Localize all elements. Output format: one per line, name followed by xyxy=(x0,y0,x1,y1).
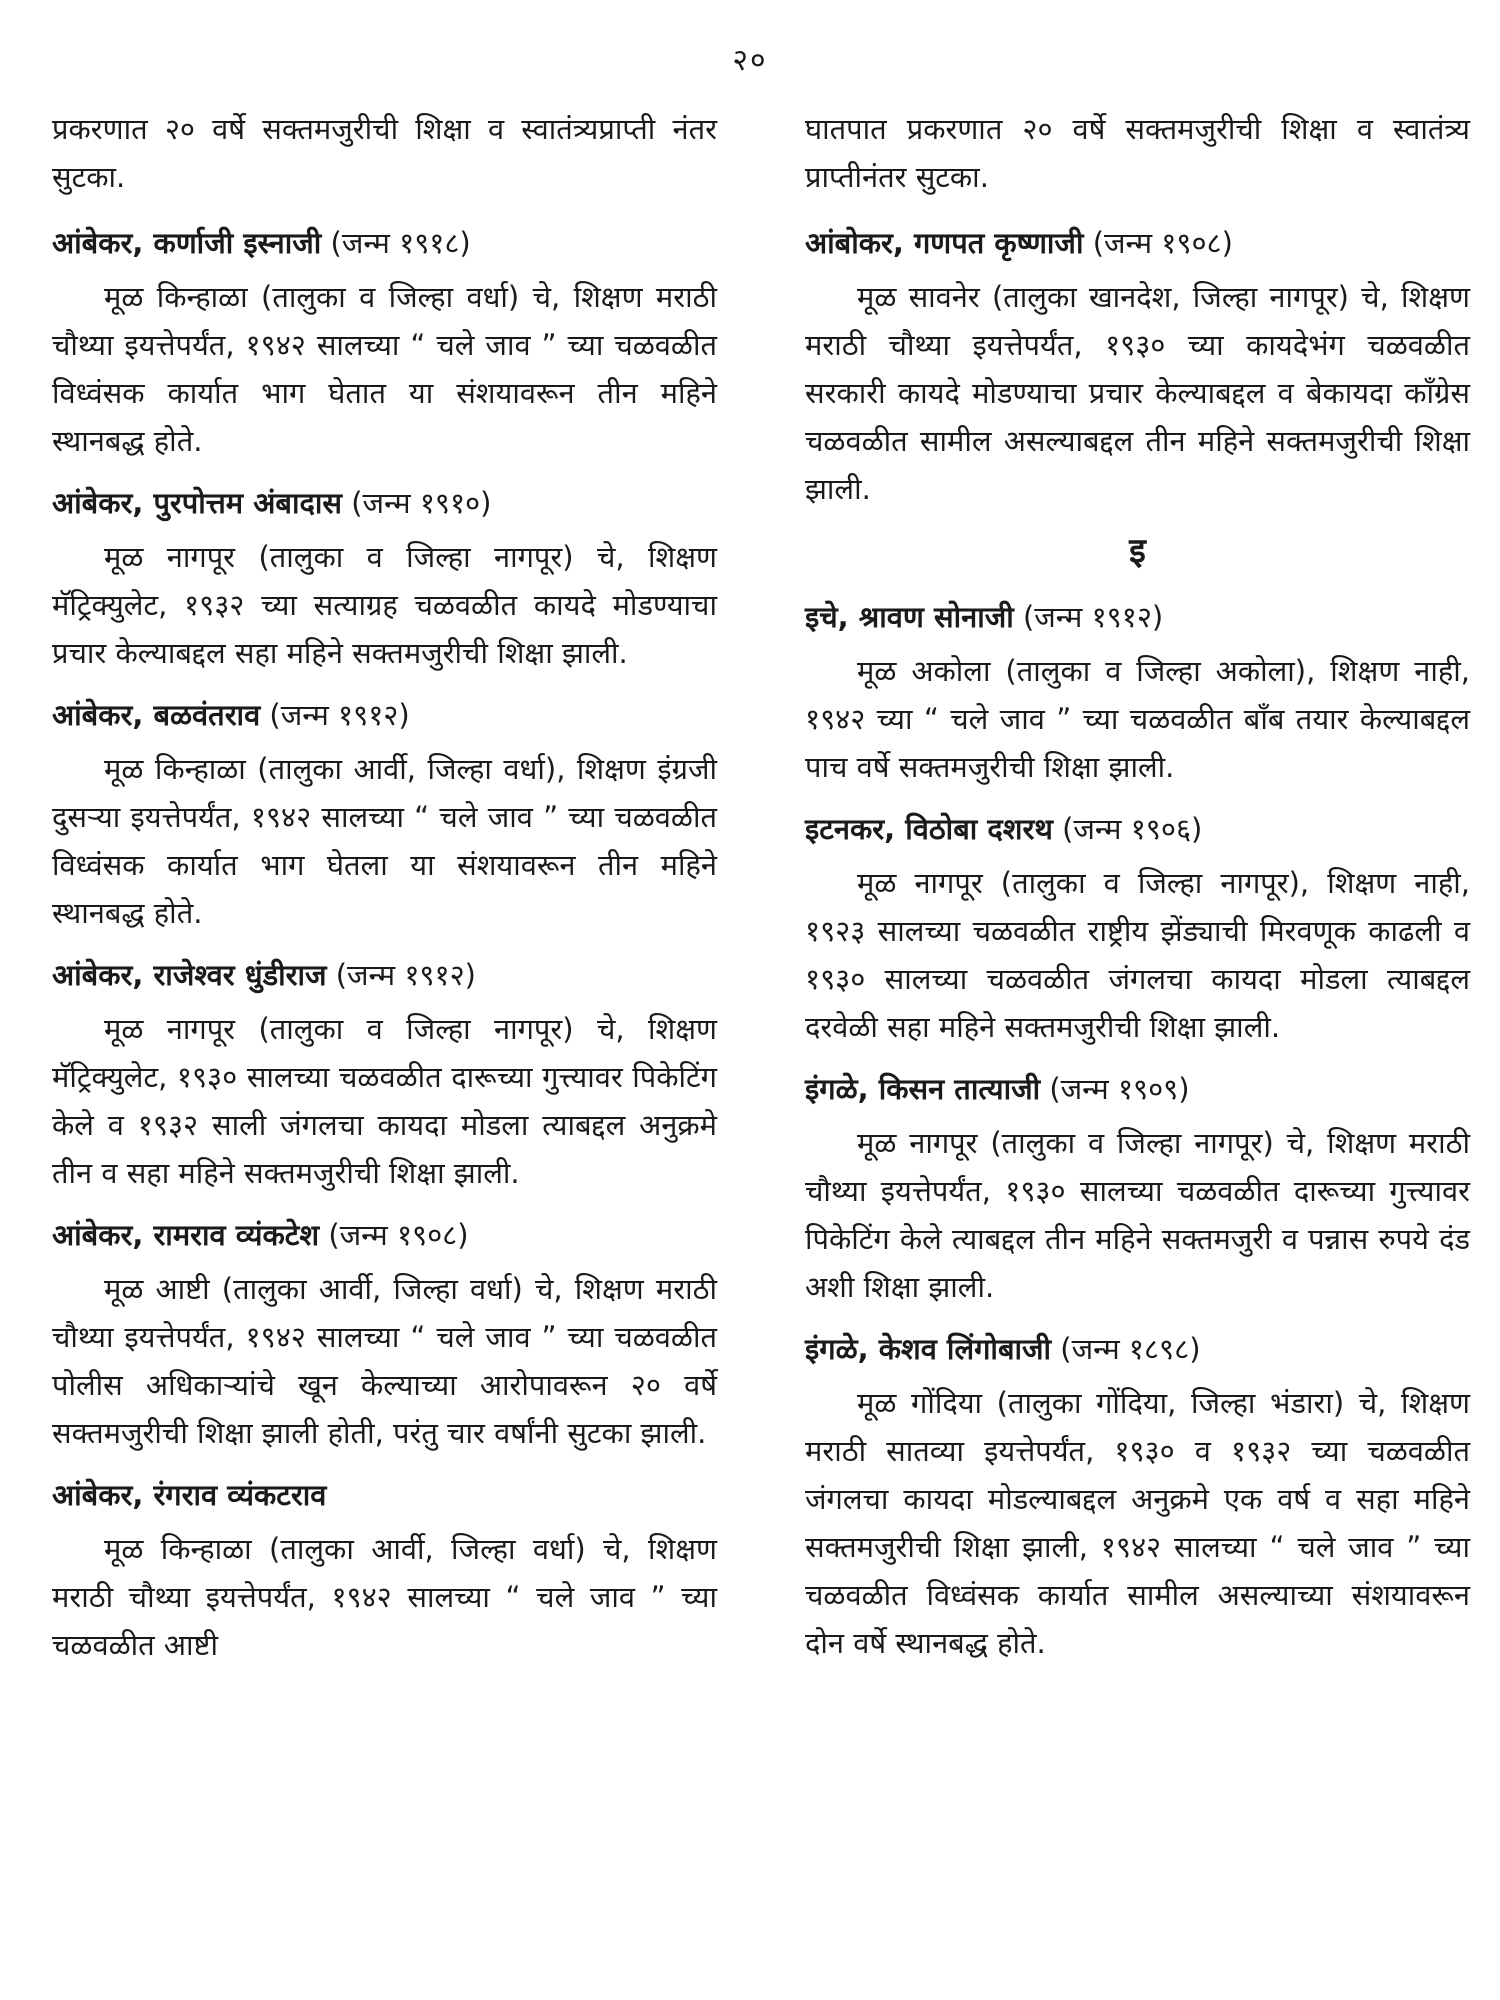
entry xyxy=(52,219,717,465)
entry-heading xyxy=(805,1325,1470,1373)
entry xyxy=(52,691,717,937)
entry-text: मूळ नागपूर (तालुका व जिल्हा नागपूर) चे, शिक्षण मराठी चौथ्या इयत्तेपर्यंत, १९३० सालच्या चळवळीत दारूच्या गुत्त्यावर पिकेटिंग केले त्याबद्दल तीन महिने सक्तमजुरी व पन्नास रुपये दंड अशी शिक्षा झाली. xyxy=(805,1126,1470,1304)
entry-name: इंगळे, केशव लिंगोबाजी xyxy=(805,1332,1052,1366)
entry-text: मूळ नागपूर (तालुका व जिल्हा नागपूर) चे, शिक्षण मॅट्रिक्युलेट, १९३० सालच्या चळवळीत दारूच्या गुत्त्यावर पिकेटिंग केले व १९३२ साली जंगलचा कायदा मोडला त्याबद्दल अनुक्रमे तीन व सहा महिने सक्तमजुरीची शिक्षा झाली. xyxy=(52,1012,717,1190)
entry-birth: (जन्म १९१२) xyxy=(335,958,476,992)
entry-heading xyxy=(52,1211,717,1259)
left-column xyxy=(52,105,717,1683)
continuation-text: प्रकरणात २० वर्षे सक्तमजुरीची शिक्षा व स्वातंत्र्यप्राप्ती नंतर सुटका. xyxy=(52,112,717,194)
entry-birth: (जन्म १९०६) xyxy=(1062,812,1203,846)
entry-text: मूळ सावनेर (तालुका खानदेश, जिल्हा नागपूर) चे, शिक्षण मराठी चौथ्या इयत्तेपर्यंत, १९३० च्या कायदेभंग चळवळीत सरकारी कायदे मोडण्याचा प्रचार केल्याबद्दल व बेकायदा कॉंग्रेस चळवळीत सामील असल्याबद्दल तीन महिने सक्तमजुरीची शिक्षा झाली. xyxy=(805,280,1470,506)
entry-heading xyxy=(52,1471,717,1519)
right-column xyxy=(805,105,1470,1681)
entry-birth: (जन्म १९१२) xyxy=(1022,600,1164,634)
entry-birth: (जन्म १९०९) xyxy=(1049,1072,1190,1106)
entry-text: मूळ नागपूर (तालुका व जिल्हा नागपूर), शिक्षण नाही, १९२३ सालच्या चळवळीत राष्ट्रीय झेंड्याची मिरवणूक काढली व १९३० सालच्या चळवळीत जंगलचा कायदा मोडला त्याबद्दल दरवेळी सहा महिने सक्तमजुरीची शिक्षा झाली. xyxy=(805,866,1470,1044)
entry-birth: (जन्म १९१०) xyxy=(351,486,492,520)
entry xyxy=(805,219,1470,513)
entry-text: मूळ आष्टी (तालुका आर्वी, जिल्हा वर्धा) चे, शिक्षण मराठी चौथ्या इयत्तेपर्यंत, १९४२ सालच्या “ चले जाव ” च्या चळवळीत पोलीस अधिकाऱ्यांचे खून केल्याच्या आरोपावरून २० वर्षे सक्तमजुरीची शिक्षा झाली होती, परंतु चार वर्षांनी सुटका झाली. xyxy=(52,1272,717,1450)
entry-heading xyxy=(805,1065,1470,1113)
entry-birth: (जन्म १९१२) xyxy=(269,698,410,732)
entry-name: आंबेकर, बळवंतराव xyxy=(52,698,261,732)
entry xyxy=(805,593,1470,791)
entry-text: मूळ किन्हाळा (तालुका आर्वी, जिल्हा वर्धा) चे, शिक्षण मराठी चौथ्या इयत्तेपर्यंत, १९४२ सालच्या “ चले जाव ” च्या चळवळीत आष्टी xyxy=(52,1532,717,1662)
entry-text: मूळ किन्हाळा (तालुका व जिल्हा वर्धा) चे, शिक्षण मराठी चौथ्या इयत्तेपर्यंत, १९४२ सालच्या “ चले जाव ” च्या चळवळीत विध्वंसक कार्यात भाग घेतात या संशयावरून तीन महिने स्थानबद्ध होते. xyxy=(52,280,717,458)
entry-heading xyxy=(805,593,1470,641)
entry-birth: (जन्म १९०८) xyxy=(328,1218,469,1252)
entry-text: मूळ किन्हाळा (तालुका आर्वी, जिल्हा वर्धा), शिक्षण इंग्रजी दुसऱ्या इयत्तेपर्यंत, १९४२ सालच्या “ चले जाव ” च्या चळवळीत विध्वंसक कार्यात भाग घेतला या संशयावरून तीन महिने स्थानबद्ध होते. xyxy=(52,752,717,930)
entry xyxy=(805,1325,1470,1667)
entry-birth: (जन्म १९१८) xyxy=(330,226,471,260)
entry-heading xyxy=(805,219,1470,267)
entry-name: इचे, श्रावण सोनाजी xyxy=(805,600,1014,634)
entry-text: मूळ गोंदिया (तालुका गोंदिया, जिल्हा भंडारा) चे, शिक्षण मराठी सातव्या इयत्तेपर्यंत, १९३० व १९३२ च्या चळवळीत जंगलचा कायदा मोडल्याबद्दल अनुक्रमे एक वर्ष व सहा महिने सक्तमजुरीची शिक्षा झाली, १९४२ सालच्या “ चले जाव ” च्या चळवळीत विध्वंसक कार्यात सामील असल्याच्या संशयावरून दोन वर्षे स्थानबद्ध होते. xyxy=(805,1386,1470,1660)
entry-name: आंबेकर, रंगराव व्यंकटराव xyxy=(52,1478,327,1512)
entry-name: आंबेकर, रामराव व्यंकटेश xyxy=(52,1218,320,1252)
entry-heading xyxy=(52,479,717,527)
entry-text: मूळ नागपूर (तालुका व जिल्हा नागपूर) चे, शिक्षण मॅट्रिक्युलेट, १९३२ च्या सत्याग्रह चळवळीत कायदे मोडण्याचा प्रचार केल्याबद्दल सहा महिने सक्तमजुरीची शिक्षा झाली. xyxy=(52,540,717,670)
section-letter: इ xyxy=(1129,531,1146,571)
entry-birth: (जन्म १९०८) xyxy=(1092,226,1233,260)
entry-heading xyxy=(52,951,717,999)
entry-heading xyxy=(805,805,1470,853)
entry xyxy=(52,1211,717,1457)
entry xyxy=(52,1471,717,1669)
entry-name: आंबेकर, राजेश्वर धुंडीराज xyxy=(52,958,327,992)
entry-text: मूळ अकोला (तालुका व जिल्हा अकोला), शिक्षण नाही, १९४२ च्या “ चले जाव ” च्या चळवळीत बॉंब तयार केल्याबद्दल पाच वर्षे सक्तमजुरीची शिक्षा झाली. xyxy=(805,654,1470,784)
entry-name: इटनकर, विठोबा दशरथ xyxy=(805,812,1053,846)
entry xyxy=(805,1065,1470,1311)
entry xyxy=(52,479,717,677)
entry-name: इंगळे, किसन तात्याजी xyxy=(805,1072,1041,1106)
entry-name: आंबेकर, कर्णाजी इस्नाजी xyxy=(52,226,322,260)
entry-name: आंबेकर, पुरपोत्तम अंबादास xyxy=(52,486,342,520)
entry-heading xyxy=(52,219,717,267)
entry xyxy=(805,805,1470,1051)
page-number: २० xyxy=(732,43,768,78)
entry xyxy=(52,951,717,1197)
entry-birth: (जन्म १८९८) xyxy=(1060,1332,1201,1366)
entry-name: आंबोकर, गणपत कृष्णाजी xyxy=(805,226,1084,260)
entry-heading xyxy=(52,691,717,739)
continuation-text: घातपात प्रकरणात २० वर्षे सक्तमजुरीची शिक्षा व स्वातंत्र्य प्राप्तीनंतर सुटका. xyxy=(805,112,1470,194)
